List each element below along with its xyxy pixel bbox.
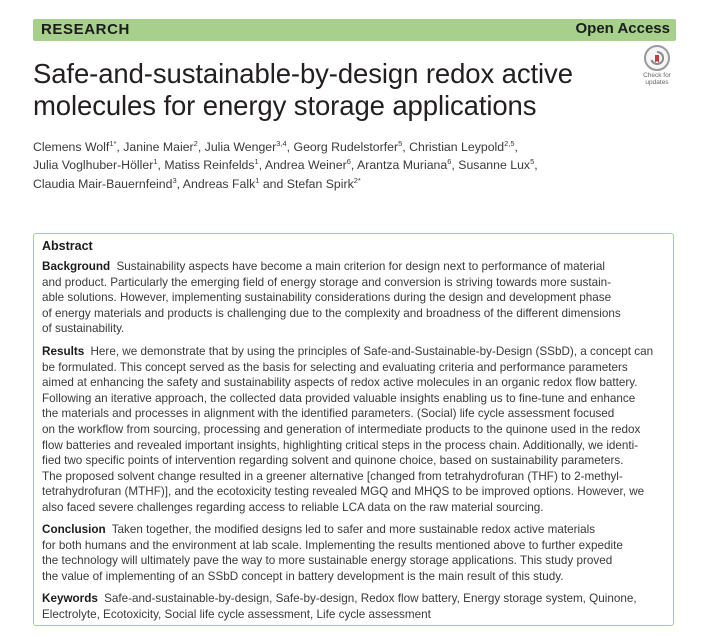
abstract-background: Background Sustainability aspects have become a main criterion for design next to performance of material and product. Particularly the emerging field of energy storage and conversion is striving towards more sustain- able solutions. However, implementing sustainability considerations during the design and development phase of energy materials and products is challenging due to the complexity and broadness of the different dimensions of sustainability. xyxy=(42,260,621,336)
abstract-keywords: Keywords Safe-and-sustainable-by-design, Safe-by-design, Redox flow battery, Energy storage system, Quinone, Electrolyte, Ecotoxicity, Social life cycle assessment, Life cycle assessment xyxy=(42,592,637,621)
author[interactable]: Christian Leypold$^{2,5}$ xyxy=(409,139,515,154)
conclusion-label: Conclusion xyxy=(42,523,106,536)
author[interactable]: Susanne Lux$^5$ xyxy=(458,157,535,173)
keywords-label: Keywords xyxy=(42,592,98,605)
author[interactable]: Claudia Mair-Bauernfeind$^3$ xyxy=(33,175,177,191)
author-list: Clemens Wolf$^{1*}$, Janine Maier$^2$, Julia Wenger$^{3,4}$, Georg Rudelstorfer$^5$, Christian Leypold$^{2,5}$, Julia Voglhuber-Höller$^1$, Matiss Reinfelds$^1$, Andrea Weiner$^6$, Arantza Muriana$^6$, Susanne Lux$^5$, Claudia Mair-Bauernfeind$^3$, Andreas Falk$^1$ and Stefan Spirk$^{2*}$ xyxy=(33,139,538,191)
author[interactable]: Arantza Muriana$^6$ xyxy=(357,157,452,173)
results-label: Results xyxy=(42,345,85,358)
author[interactable]: Andrea Weiner$^6$ xyxy=(264,157,351,173)
author[interactable]: Matiss Reinfelds$^1$ xyxy=(164,157,259,173)
badge-line-2: updates xyxy=(645,79,669,86)
abstract-box xyxy=(33,233,674,626)
open-access-label[interactable]: Open Access xyxy=(575,20,670,37)
article-title: Safe-and-sustainable-by-design redox active molecules for energy storage applications xyxy=(33,58,573,121)
abstract-results: Results Here, we demonstrate that by using the principles of Safe-and-Sustainable-by-Design (SSbD), a concept can be formulated. This concept served as the basis for selecting and evaluating criteria and performance parameters aimed at enhancing the safety and sustainability aspects of redox active molecules in an organic redox flow battery. Following an iterative approach, the collected data provided valuable insights enabling us to fine-tune and enhance the materials and processes in alignment with the identified parameters. (Social) life cycle assessment focused on the workflow from sourcing, processing and generation of intermediate products to the quinone used in the redox flow batteries and revealed important insights, highlighting critical steps in the process chain. Additionally, we identi- fied two specific points of intervention regarding solvent and quinone choice, based on sustainability parameters. The proposed solvent change resulted in a greener alternative [changed from tetrahydrofuran (THF) to 2-methyl- tetrahydrofuran (MTHF)], and the ecotoxicity testing revealed MGQ and MHQS to be improved options. However, we also faced severe challenges regarding access to reliable LCA data on the raw material sourcing. xyxy=(42,345,654,514)
author[interactable]: Clemens Wolf$^{1*}$ xyxy=(33,139,117,154)
author[interactable]: Andreas Falk$^1$ xyxy=(182,175,260,191)
background-label: Background xyxy=(42,260,111,273)
author[interactable]: Stefan Spirk$^{2*}$ xyxy=(286,175,361,191)
check-for-updates-badge[interactable] xyxy=(637,45,677,87)
section-banner xyxy=(33,19,676,41)
abstract-heading: Abstract xyxy=(42,239,93,253)
author[interactable]: Georg Rudelstorfer$^5$ xyxy=(293,139,403,154)
badge-line-1: Check for xyxy=(643,72,671,79)
author[interactable]: Julia Voglhuber-Höller$^1$ xyxy=(33,157,158,173)
author[interactable]: Julia Wenger$^{3,4}$ xyxy=(204,139,287,154)
author[interactable]: Janine Maier$^2$ xyxy=(123,139,198,154)
check-for-updates-icon xyxy=(644,45,670,71)
article-type-label: RESEARCH xyxy=(41,21,130,38)
abstract-conclusion: Conclusion Taken together, the modified designs led to safer and more sustainable redox active materials for both humans and the environment at lab scale. Implementing the results mentioned above to further expedite the technology will ultimately pave the way to more sustainable energy storage applications. This study proved the value of implementing of an SSbD concept in battery development is the main result of this study. xyxy=(42,523,623,583)
